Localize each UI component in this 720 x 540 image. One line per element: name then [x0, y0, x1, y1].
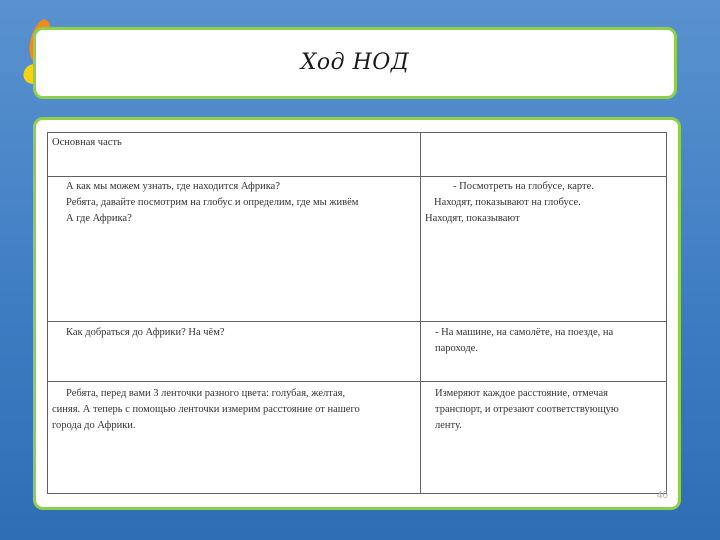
table-row: [48, 133, 667, 177]
title-frame: [33, 27, 677, 99]
table-cell: [421, 322, 667, 382]
children-line: ленту.: [435, 420, 462, 431]
table-row: [48, 322, 667, 382]
table-row: [48, 382, 667, 494]
children-line: - Посмотреть на глобусе, карте.: [453, 181, 594, 192]
table-cell: [48, 322, 421, 382]
table-cell: [421, 177, 667, 322]
teacher-line: синяя. А теперь с помощью ленточки измерим расстояние от нашего: [52, 404, 360, 415]
teacher-line: А как мы можем узнать, где находится Африка?: [66, 181, 280, 192]
slide-title: Ход НОД: [300, 50, 410, 75]
table-cell: [421, 382, 667, 494]
children-line: пароходе.: [435, 343, 478, 354]
teacher-line: Как добраться до Африки? На чём?: [66, 327, 225, 338]
teacher-line: А где Африка?: [66, 213, 132, 224]
table-cell: [48, 177, 421, 322]
teacher-line: Ребята, перед вами 3 ленточки разного цвета: голубая, желтая,: [66, 388, 346, 399]
teacher-line: города до Африки.: [52, 420, 136, 431]
table-cell: [48, 133, 421, 177]
children-line: транспорт, и отрезают соответствующую: [435, 404, 619, 415]
children-line: - На машине, на самолёте, на поезде, на: [435, 327, 614, 338]
page-number: 46: [656, 490, 668, 501]
section-heading: Основная часть: [52, 137, 122, 148]
table-row: [48, 177, 667, 322]
teacher-line: Ребята, давайте посмотрим на глобус и определим, где мы живём: [66, 197, 359, 208]
table-cell: [421, 133, 667, 177]
lesson-plan-table: [47, 132, 667, 494]
children-line: Находят, показывают на глобусе.: [434, 197, 581, 208]
children-line: Измеряют каждое расстояние, отмечая: [435, 388, 608, 399]
children-line: Находят, показывают: [425, 213, 520, 224]
table-cell: [48, 382, 421, 494]
content-frame: [33, 117, 681, 510]
